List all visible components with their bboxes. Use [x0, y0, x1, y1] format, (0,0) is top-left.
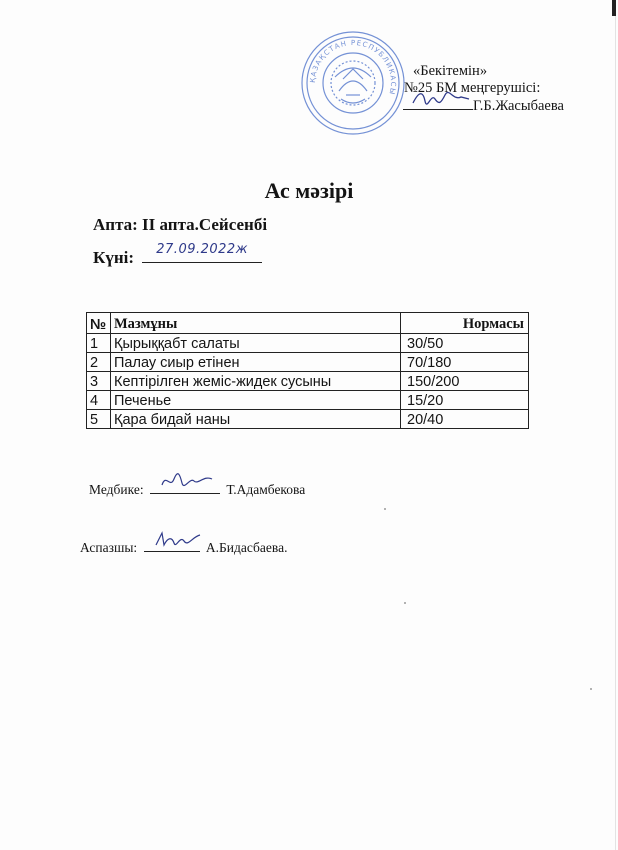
nurse-signature-row: [89, 481, 305, 498]
table-row: [87, 372, 529, 391]
date-value: 27.09.2022ж: [156, 242, 248, 257]
row-dish: Палау сиыр етінен: [111, 353, 401, 372]
approval-block: [395, 63, 564, 115]
row-number: 2: [87, 353, 111, 372]
approval-head-name: Г.Б.Жасыбаева: [473, 98, 564, 114]
scan-corner-mark: [612, 0, 616, 16]
official-stamp: [299, 29, 407, 137]
scan-speck: [590, 688, 592, 690]
header-number: №: [87, 313, 111, 334]
row-dish: Қырыққабт салаты: [111, 334, 401, 353]
date-label: Күні:: [93, 248, 135, 267]
table-row: [87, 410, 529, 429]
head-signature-line: [403, 97, 473, 110]
row-norm: 20/40: [401, 410, 529, 429]
scan-speck: [384, 508, 386, 510]
table-row: [87, 391, 529, 410]
row-dish: Қара бидай наны: [111, 410, 401, 429]
nurse-signature-icon: [160, 471, 214, 491]
cook-label: Аспазшы:: [80, 540, 138, 555]
menu-table: [86, 312, 529, 429]
row-dish: Кептірілген жеміс-жидек сусыны: [111, 372, 401, 391]
scan-speck: [404, 602, 406, 604]
nurse-label: Медбике:: [89, 482, 144, 497]
table-row: [87, 334, 529, 353]
head-signature-icon: [411, 87, 471, 109]
row-number: 1: [87, 334, 111, 353]
row-norm: 30/50: [401, 334, 529, 353]
row-norm: 150/200: [401, 372, 529, 391]
approval-position: №25 БМ меңгерушісі:: [404, 80, 541, 96]
nurse-signature-line: [150, 481, 220, 494]
row-number: 5: [87, 410, 111, 429]
nurse-name: Т.Адамбекова: [226, 482, 306, 497]
row-dish: Печенье: [111, 391, 401, 410]
page-edge: [615, 0, 616, 850]
cook-signature-line: [144, 539, 200, 552]
date-field: [142, 242, 262, 263]
header-content: Мазмұны: [111, 313, 401, 334]
header-norm: Нормасы: [401, 313, 529, 334]
week-label: Апта: ІІ апта.Сейсенбі: [93, 215, 268, 234]
approval-title: «Бекітемін»: [413, 63, 488, 79]
row-number: 3: [87, 372, 111, 391]
row-norm: 70/180: [401, 353, 529, 372]
row-norm: 15/20: [401, 391, 529, 410]
cook-name: А.Бидасбаева.: [205, 540, 288, 555]
page-title: Ас мәзірі: [264, 178, 354, 203]
cook-signature-row: [80, 539, 287, 556]
cook-signature-icon: [154, 529, 204, 549]
table-row: [87, 353, 529, 372]
stamp-text: ҚАЗАҚСТАН РЕСПУБЛИКАСЫ: [308, 38, 398, 97]
table-header-row: [87, 313, 529, 334]
row-number: 4: [87, 391, 111, 410]
date-row: [93, 242, 262, 268]
